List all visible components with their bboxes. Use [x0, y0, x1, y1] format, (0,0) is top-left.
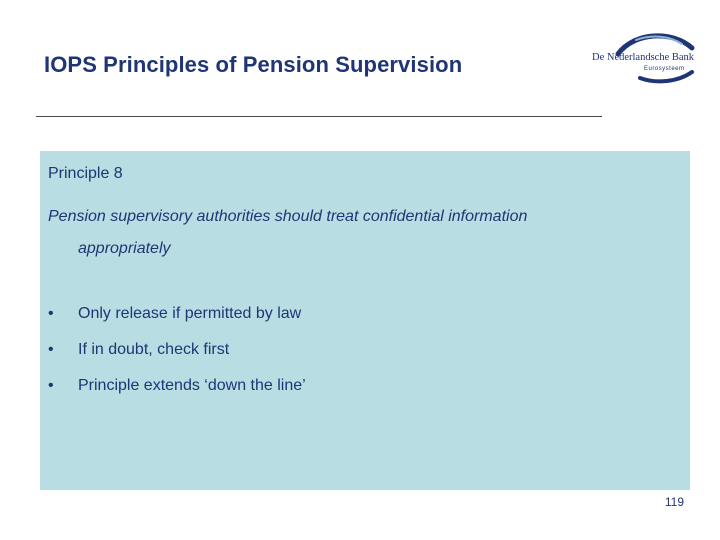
bullet-icon: •	[48, 377, 54, 394]
bullet-icon: •	[48, 341, 54, 358]
statement-line-1: Pension supervisory authorities should treat confidential information	[48, 208, 528, 225]
principle-statement	[48, 201, 648, 265]
bullet-text: If in doubt, check first	[78, 341, 230, 358]
page-number: 119	[664, 495, 684, 509]
bullet-text: Only release if permitted by law	[78, 305, 302, 322]
statement-line-2: appropriately	[78, 240, 171, 257]
bullet-icon: •	[48, 305, 54, 322]
bullet-text: Principle extends ‘down the line’	[78, 377, 306, 394]
logo-tagline: Eurosysteem	[644, 66, 685, 72]
principle-box	[40, 151, 690, 490]
dnb-logo	[586, 28, 710, 84]
logo-name: De Nederlandsche Bank	[592, 52, 695, 63]
title-divider	[36, 116, 602, 117]
principle-heading: Principle 8	[48, 165, 123, 182]
slide-title: IOPS Principles of Pension Supervision	[44, 52, 463, 77]
